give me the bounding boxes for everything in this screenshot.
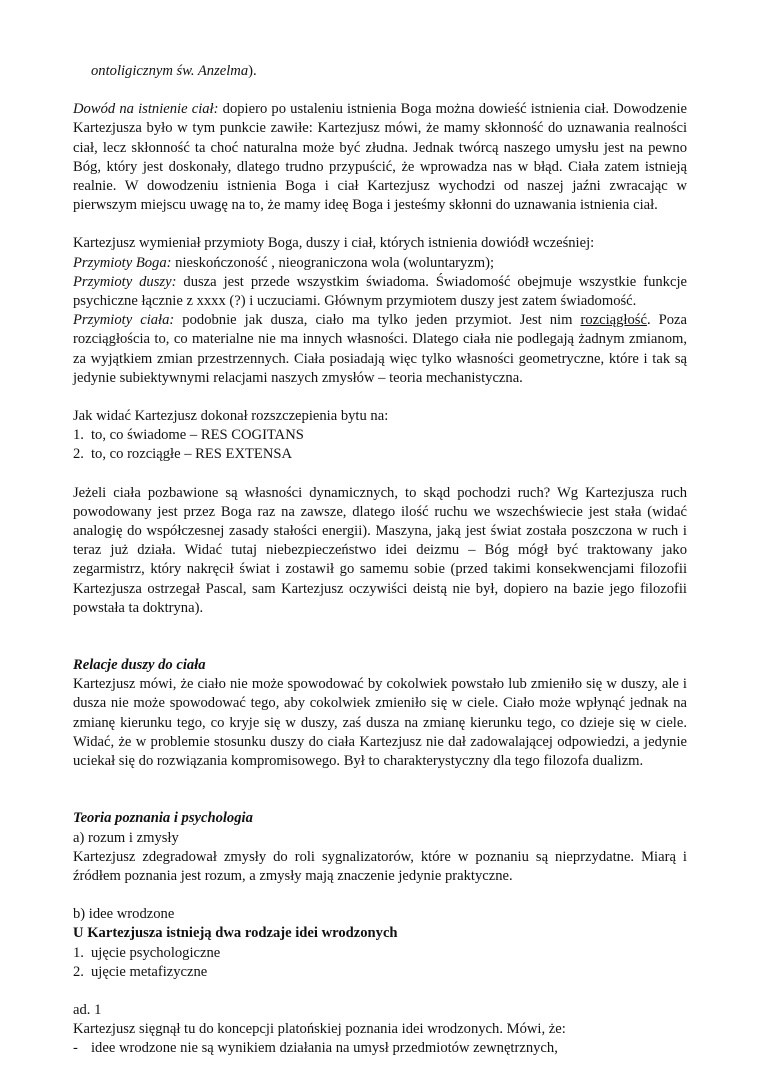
bold-statement: U Kartezjusza istnieją dwa rodzaje idei wrodzonych bbox=[73, 925, 398, 942]
subheading-rozum-zmysly: a) rozum i zmysły bbox=[73, 829, 179, 846]
paragraph-przymioty-ciala: Przymioty ciała: podobnie jak dusza, ciało ma tylko jeden przymiot. Jest nim rozciągłość. Poza rozciągłościa to, co materialne nie ma innych własności. Dlatego ciała nie podlegają żadnym zmianom, za wyjątkiem zmian przestrzennych. Ciała posiadają więc tylko własności geometryczne, które i tak są jedynie subiektywnymi relacjami naszych zmysłów – teoria mechanistyczna. bbox=[73, 312, 687, 386]
document-page bbox=[73, 62, 687, 1059]
paragraph-ruch: Jeżeli ciała pozbawione są własności dynamicznych, to skąd pochodzi ruch? Wg Kartezjusza ruch powodowany jest przez Boga raz na zawsze, dlatego ilość ruchu we wszechświecie jest stała (widać analogię do współczesnej zasady stałości energii). Maszyna, jaką jest świat została poszczona w ruch i teraz już działa. Widać tutaj niebezpieczeństwo idei deizmu – Bóg mógł być traktowany jako zegarmistrz, który nakręcił świat i zostawił go samemu sobie (przed takimi konsekwencjami filozofii Kartezjusza ostrzegał Pascal, sam Kartezjusz oczywiści deistą nie był, dopiero na bazie jego filozofii powstała ta doktryna). bbox=[73, 484, 687, 616]
list-item: 2. ujęcie metafizyczne bbox=[73, 963, 208, 980]
label-ad-1: ad. 1 bbox=[73, 1001, 102, 1018]
list-item: - idee wrodzone nie są wynikiem działania na umysł przedmiotów zewnętrznych, bbox=[73, 1040, 558, 1057]
paragraph-przymioty-boga: Przymioty Boga: nieskończoność , nieograniczona wola (woluntaryzm); bbox=[73, 254, 495, 271]
subheading-idee-wrodzone: b) idee wrodzone bbox=[73, 906, 175, 923]
paragraph-rozszczepienie: Jak widać Kartezjusz dokonał rozszczepienia bytu na: bbox=[73, 408, 389, 425]
paragraph-continuation: ontoligicznym św. Anzelma). bbox=[91, 63, 257, 79]
section-heading-teoria-poznania: Teoria poznania i psychologia bbox=[73, 810, 253, 827]
section-heading-relacje: Relacje duszy do ciała bbox=[73, 657, 206, 674]
paragraph-dowod-cial: Dowód na istnienie ciał: dopiero po ustaleniu istnienia Boga można dowieść istnienia ciał. Dowodzenie Kartezjusza było w tym punkcie zawiłe: Kartezjusz mówi, że mamy skłonność do uznawania realności ciał, lecz skłonność ta choć naturalna może być złudna. Jednak twórcą naszego umysłu jest na pewno Bóg, który jest doskonały, dlatego trudno przypuścić, że wprowadza nas w błąd. Ciała zatem istnieją realnie. W dowodzeniu istnienia Boga i ciał Kartezjusz wychodzi od naszej jaźni zwracając w pierwszym miejscu uwagę na to, że mamy ideę Boga i jesteśmy skłonni do uznawania istnienia ciał. bbox=[73, 101, 687, 214]
paragraph-koncepcja-platonska: Kartezjusz sięgnął tu do koncepcji platońskiej poznania idei wrodzonych. Mówi, że: bbox=[73, 1021, 566, 1038]
paragraph-przymioty-duszy: Przymioty duszy: dusza jest przede wszystkim świadoma. Świadomość obejmuje wszystkie funkcje psychiczne łącznie z xxxx (?) i uczuciami. Głównym przymiotem duszy jest zatem świadomość. bbox=[73, 273, 687, 310]
paragraph-relacje: Kartezjusz mówi, że ciało nie może spowodować by cokolwiek powstało lub zmieniło się w duszy, ale i dusza nie może spowodować tego, aby cokolwiek zmieniło się w ciele. Ciało może wpłynąć jednak na zmianę kierunku tego, co kryje się w duszy, zaś dusza na zmianę kierunku tego, co dzieje się w ciele. Widać, że w problemie stosunku duszy do ciała Kartezjusz nie dał zadowalającej odpowiedzi, a jedynie uciekał się do rozwiązania kompromisowego. Był to charakterystyczny dla tego filozofa dualizm. bbox=[73, 676, 687, 770]
list-item: 2. to, co rozciągłe – RES EXTENSA bbox=[73, 446, 293, 463]
italic-text: ontoligicznym św. Anzelma bbox=[91, 63, 249, 79]
paragraph-przymioty-intro: Kartezjusz wymieniał przymioty Boga, duszy i ciał, których istnienia dowiódł wcześniej: bbox=[73, 235, 595, 252]
paragraph-zmysly: Kartezjusz zdegradował zmysły do roli sygnalizatorów, które w poznaniu są nieprzydatne. Miarą i źródłem poznania jest rozum, a zmysły mają znaczenie jedynie praktyczne. bbox=[73, 848, 687, 884]
list-item: 1. ujęcie psychologiczne bbox=[73, 944, 221, 961]
paragraph-lead: Dowód na istnienie ciał: bbox=[73, 101, 219, 118]
list-item: 1. to, co świadome – RES COGITANS bbox=[73, 427, 304, 444]
